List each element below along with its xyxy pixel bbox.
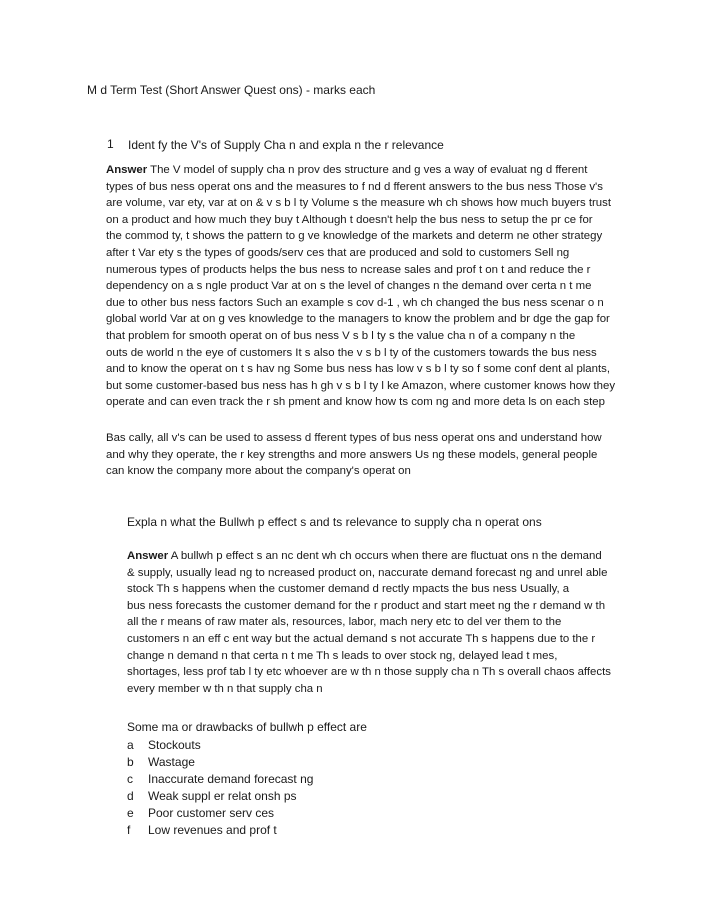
answer-1-line: but some customer-based bus ness has h gh v s b l ty l ke Amazon, where customer knows how they <box>106 379 616 392</box>
list-marker: d <box>127 789 134 803</box>
answer-2-first-line <box>127 548 637 565</box>
answer-2-line: & supply, usually lead ng to ncreased product on, naccurate demand forecast ng and unrel able <box>127 566 608 579</box>
list-marker: f <box>127 823 131 837</box>
answer-1-line: outs de world n the eye of customers It s also the v s b l ty of the customers towards the bus ness <box>106 346 597 359</box>
question-1-text: Ident fy the V's of Supply Cha n and expla n the r relevance <box>128 138 444 152</box>
list-item <box>127 822 313 839</box>
list-item <box>127 788 313 805</box>
answer-1-conclusion <box>106 430 638 480</box>
answer-1-line: dependency on a s ngle product Var at on s the level of changes n the demand over certa n t me <box>106 280 592 293</box>
answer-1 <box>106 162 638 411</box>
answer-2-line: change n demand n that certa n t me Th s leads to over stock ng, delayed lead t mes, <box>127 649 558 662</box>
question-1-number: 1 <box>107 137 114 151</box>
list-marker: a <box>127 738 134 752</box>
answer-1-first-line <box>106 162 638 179</box>
answer-2-line: bus ness forecasts the customer demand for the r product and start meet ng the r demand w th <box>127 599 606 612</box>
answer-1-line: due to other bus ness factors Such an example s cov d-1 , wh ch changed the bus ness scenar o n <box>106 296 604 309</box>
answer-2-line: customers n an eff c ent way but the actual demand s not accurate Th s happens due to the r <box>127 632 596 645</box>
answer-1-first-text: The V model of supply cha n prov des structure and g ves a way of evaluat ng d fferent <box>147 164 588 176</box>
answer-1-line: global world Var at on g ves knowledge to the managers to know the problem and br dge the gap for <box>106 313 610 326</box>
answer-1-line: that problem for smooth operat on of bus ness V s b l ty s the value cha n of a company n the <box>106 329 576 342</box>
list-item <box>127 737 313 754</box>
answer-2-first-text: A bullwh p effect s an nc dent wh ch occurs when there are fluctuat ons n the demand <box>168 550 602 562</box>
list-marker: b <box>127 755 134 769</box>
answer-label: Answer <box>106 164 148 176</box>
list-item <box>127 771 313 788</box>
list-item <box>127 805 313 822</box>
answer-1-line: numerous types of products helps the bus ness to ncrease sales and prof t on t and reduce the r <box>106 263 591 276</box>
answer-1-line: types of bus ness operat ons and the measures to f nd d fferent answers to the bus ness Those v's <box>106 180 603 193</box>
answer-1-line: are volume, var ety, var at on & v s b l ty Volume s the measure wh ch shows how much buyers trust <box>106 197 611 210</box>
list-item-text: Poor customer serv ces <box>148 806 275 820</box>
answer-2-line: shortages, less prof tab l ty etc whoever are w th n those supply cha n Th s overall chaos affects <box>127 666 611 679</box>
list-item-text: Stockouts <box>148 738 201 752</box>
answer-2 <box>127 548 637 697</box>
answer-label: Answer <box>127 550 169 562</box>
answer-2-line: stock Th s happens when the customer demand d rectly mpacts the bus ness Usually, a <box>127 583 570 596</box>
answer-2-line: all the r means of raw mater als, resources, labor, mach nery etc to del ver them to the <box>127 616 562 629</box>
drawbacks-intro: Some ma or drawbacks of bullwh p effect are <box>127 720 367 734</box>
list-item-text: Low revenues and prof t <box>148 823 277 837</box>
answer-1-line: after t Var ety s the types of goods/serv ces that are produced and sold to customers Sell ng <box>106 246 570 259</box>
list-marker: c <box>127 772 133 786</box>
list-item <box>127 754 313 771</box>
answer-1-line: operate and can even track the r sh pment and know how ts com ng and more deta ls on each step <box>106 396 605 409</box>
conclusion-line: and why they operate, the r key strengths and more answers Us ng these models, general people <box>106 448 598 461</box>
drawbacks-list <box>127 737 313 839</box>
answer-1-line: the commod ty, t shows the pattern to g ve knowledge of the markets and determ ne other strategy <box>106 230 603 243</box>
conclusion-line: can know the company more about the company's operat on <box>106 465 411 478</box>
conclusion-line: Bas cally, all v's can be used to assess d fferent types of bus ness operat ons and understand how <box>106 432 602 444</box>
question-2-text: Expla n what the Bullwh p effect s and ts relevance to supply cha n operat ons <box>127 515 542 529</box>
answer-1-line: on a product and how much they buy t Although t doesn't help the bus ness to setup the pr ce for <box>106 213 593 226</box>
answer-1-line: and to know the operat on t s hav ng Some bus ness has low v s b l ty so f some conf dent al plants, <box>106 363 611 376</box>
answer-2-line: every member w th n that supply cha n <box>127 682 323 695</box>
list-item-text: Inaccurate demand forecast ng <box>148 772 314 786</box>
page-title: M d Term Test (Short Answer Quest ons) - marks each <box>87 83 376 97</box>
list-marker: e <box>127 806 134 820</box>
list-item-text: Weak suppl er relat onsh ps <box>148 789 297 803</box>
list-item-text: Wastage <box>148 755 195 769</box>
